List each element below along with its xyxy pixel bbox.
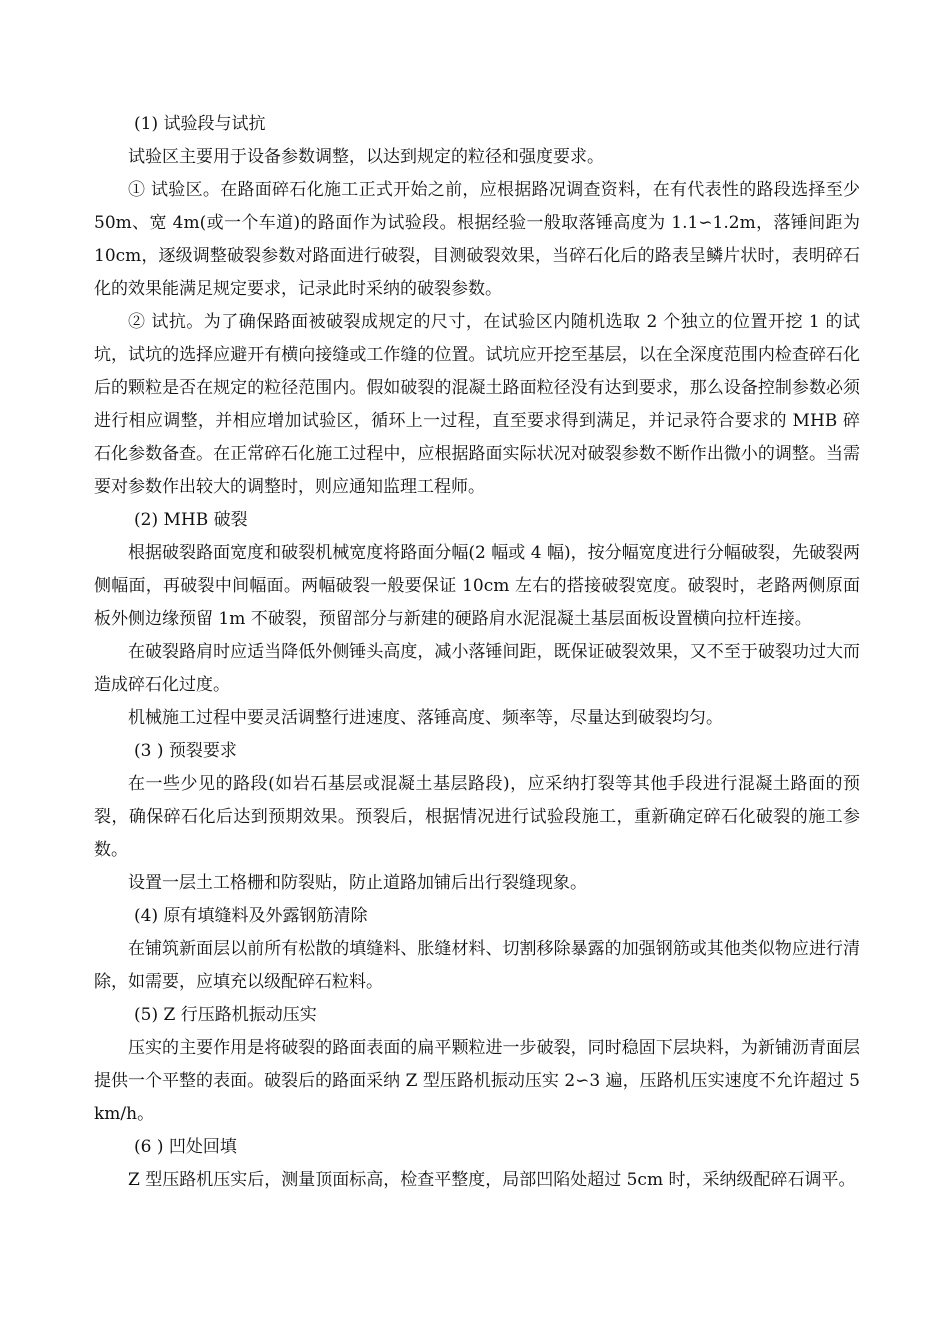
section-heading-4: (4) 原有填缝料及外露钢筋清除 [134,906,368,926]
paragraph-test-area-intro: 试验区主要用于设备参数调整，以达到规定的粒径和强度要求。 [128,147,604,167]
paragraph-test-pit: ② 试抗。为了确保路面被破裂成规定的尺寸，在试验区内随机选取 2 个独立的位置开挖 1 的试坑，试坑的选择应避开有横向接缝或工作缝的位置。试坑应开挖至基层，以在全深度范围内检查碎石化后的颗粒是否在规定的粒径范围内。假如破裂的混凝土路面粒径没有达到要求，那么设备控制参数必须进行相应调整，并相应增加试验区，循环上一过程，直至要求得到满足，并记录符合要求的 MHB 碎石化参数备查。在正常碎石化施工过程中，应根据路面实际状况对破裂参数不断作出微小的调整。当需要对参数作出较大的调整时，则应通知监理工程师。 [94,312,860,497]
section-heading-6: (6 ) 凹处回填 [134,1137,237,1157]
section-heading-5: (5) Z 行压路机振动压实 [134,1005,317,1025]
document-body [94,108,860,1197]
paragraph-joint-filler-removal: 在铺筑新面层以前所有松散的填缝料、胀缝材料、切割移除暴露的加强钢筋或其他类似物应进行清除，如需要，应填充以级配碎石粒料。 [94,939,860,992]
paragraph-breaking-lanes: 根据破裂路面宽度和破裂机械宽度将路面分幅(2 幅或 4 幅)，按分幅宽度进行分幅破裂，先破裂两侧幅面，再破裂中间幅面。两幅破裂一般要保证 10cm 左右的搭接破裂宽度。破裂时，老路两侧原面板外侧边缘预留 1m 不破裂，预留部分与新建的硬路肩水泥混凝土基层面板设置横向拉杆连接。 [94,543,860,629]
section-heading-2: (2) MHB 破裂 [134,510,248,530]
paragraph-breaking-shoulder: 在破裂路肩时应适当降低外侧锤头高度，减小落锤间距，既保证破裂效果，又不至于破裂功过大而造成碎石化过度。 [94,642,860,695]
section-heading-1: (1) 试验段与试抗 [134,114,266,134]
paragraph-test-area: ① 试验区。在路面碎石化施工正式开始之前，应根据路况调查资料，在有代表性的路段选择至少 50m、宽 4m(或一个车道)的路面作为试验段。根据经验一般取落锤高度为 1.1∽1.2m，落锤间距为 10cm，逐级调整破裂参数对路面进行破裂，目测破裂效果，当碎石化后的路表呈鳞片状时，表明碎石化的效果能满足规定要求，记录此时采纳的破裂参数。 [94,180,860,299]
paragraph-backfill: Z 型压路机压实后，测量顶面标高，检查平整度，局部凹陷处超过 5cm 时，采纳级配碎石调平。 [128,1170,856,1190]
paragraph-breaking-machine: 机械施工过程中要灵活调整行进速度、落锤高度、频率等，尽量达到破裂均匀。 [128,708,723,728]
paragraph-compaction: 压实的主要作用是将破裂的路面表面的扁平颗粒进一步破裂，同时稳固下层块料，为新铺沥青面层提供一个平整的表面。破裂后的路面采纳 Z 型压路机振动压实 2∽3 遍，压路机压实速度不允许超过 5km/h。 [94,1038,860,1124]
paragraph-geogrid: 设置一层土工格栅和防裂贴，防止道路加铺后出行裂缝现象。 [128,873,587,893]
section-heading-3: (3 ) 预裂要求 [134,741,237,761]
paragraph-pre-cracking: 在一些少见的路段(如岩石基层或混凝土基层路段)，应采纳打裂等其他手段进行混凝土路面的预裂，确保碎石化后达到预期效果。预裂后，根据情况进行试验段施工，重新确定碎石化破裂的施工参数。 [94,774,860,860]
